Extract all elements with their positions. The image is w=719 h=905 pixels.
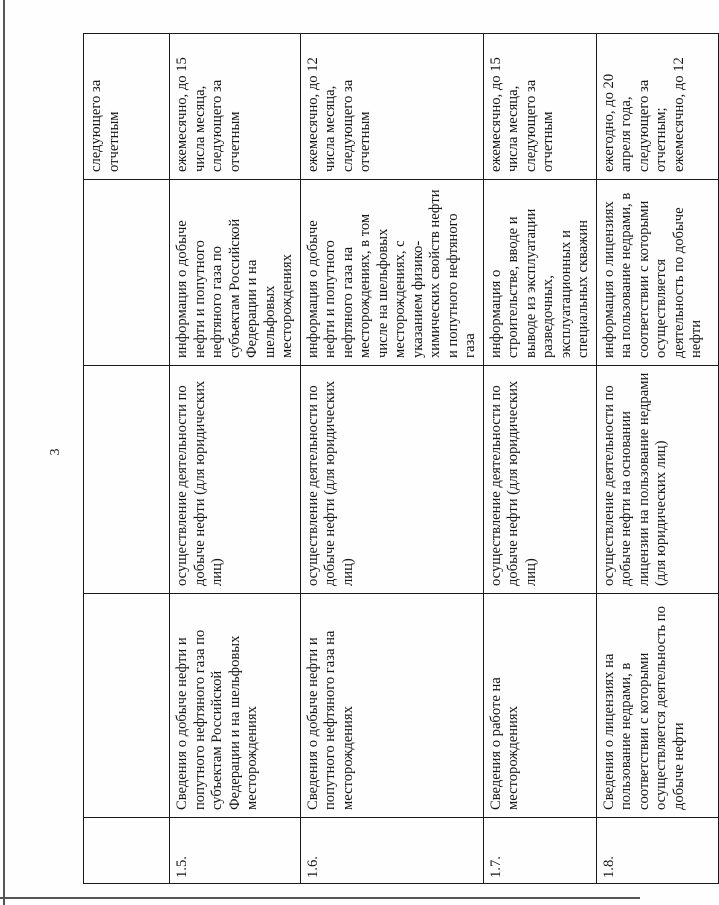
table-cell-deadline: ежемесячно, до 15 числа месяца, следующего за отчетным bbox=[483, 34, 596, 180]
table-row bbox=[596, 34, 718, 884]
table-cell-basis: осуществление деятельности по добыче нефти (для юридических лиц) bbox=[483, 366, 596, 594]
table-cell-content: информация о добыче нефти и попутного нефтяного газа на месторождениях, в том числе на шельфовых месторождениях, с указанием физико-химических свойств нефти и попутного нефтяного газа bbox=[300, 180, 483, 366]
table-cell-deadline: следующего за отчетным bbox=[84, 34, 170, 180]
table-cell-content: информация о добыче нефти и попутного нефтяного газа по субъектам Российской Федерации и на шельфовых месторождениях bbox=[170, 180, 301, 366]
table-cell-number: 1.6. bbox=[300, 818, 483, 884]
table-cell bbox=[84, 818, 170, 884]
page-number: 3 bbox=[48, 448, 63, 456]
table-cell-name: Сведения о добыче нефти и попутного нефтяного газа на месторождениях bbox=[300, 594, 483, 818]
table-cell-content: информация о строительстве, вводе и выводе из эксплуатации разведочных, эксплуатационных и специальных скважин bbox=[483, 180, 596, 366]
table-cell-name: Сведения о добыче нефти и попутного нефтяного газа по субъектам Российской Федерации и на шельфовых месторождениях bbox=[170, 594, 301, 818]
table-cell bbox=[84, 366, 170, 594]
table-cell-deadline: ежемесячно, до 15 числа месяца, следующего за отчетным bbox=[170, 34, 301, 180]
table-cell-deadline: ежемесячно, до 12 числа месяца, следующего за отчетным bbox=[300, 34, 483, 180]
table-row bbox=[170, 34, 301, 884]
table-cell-number: 1.5. bbox=[170, 818, 301, 884]
table-row bbox=[300, 34, 483, 884]
table-cell-name: Сведения о лицензиях на пользование недрами, в соответствии с которыми осуществляется деятельность по добыче нефти bbox=[596, 594, 718, 818]
table-cell-content: информация о лицензиях на пользование недрами, в соответствии с которыми осуществляется деятельность по добыче нефти bbox=[596, 180, 718, 366]
reporting-table bbox=[83, 33, 719, 884]
table-row bbox=[483, 34, 596, 884]
table-cell-basis: осуществление деятельности по добыче нефти (для юридических лиц) bbox=[300, 366, 483, 594]
table-cell-number: 1.7. bbox=[483, 818, 596, 884]
table-cell-name: Сведения о работе на месторождениях bbox=[483, 594, 596, 818]
table-cell-deadline: ежегодно, до 20 апреля года, следующего за отчетным; ежемесячно, до 12 bbox=[596, 34, 718, 180]
table-cell bbox=[84, 180, 170, 366]
scan-border-left bbox=[3, 0, 5, 905]
table-cell-basis: осуществление деятельности по добыче нефти на основании лицензии на пользование недрами (для юридических лиц) bbox=[596, 366, 718, 594]
table-row-continuation bbox=[84, 34, 170, 884]
table-cell bbox=[84, 594, 170, 818]
scan-border-bottom bbox=[0, 897, 640, 899]
rotated-page-content bbox=[83, 34, 704, 884]
table-cell-basis: осуществление деятельности по добыче нефти (для юридических лиц) bbox=[170, 366, 301, 594]
table-cell-number: 1.8. bbox=[596, 818, 718, 884]
